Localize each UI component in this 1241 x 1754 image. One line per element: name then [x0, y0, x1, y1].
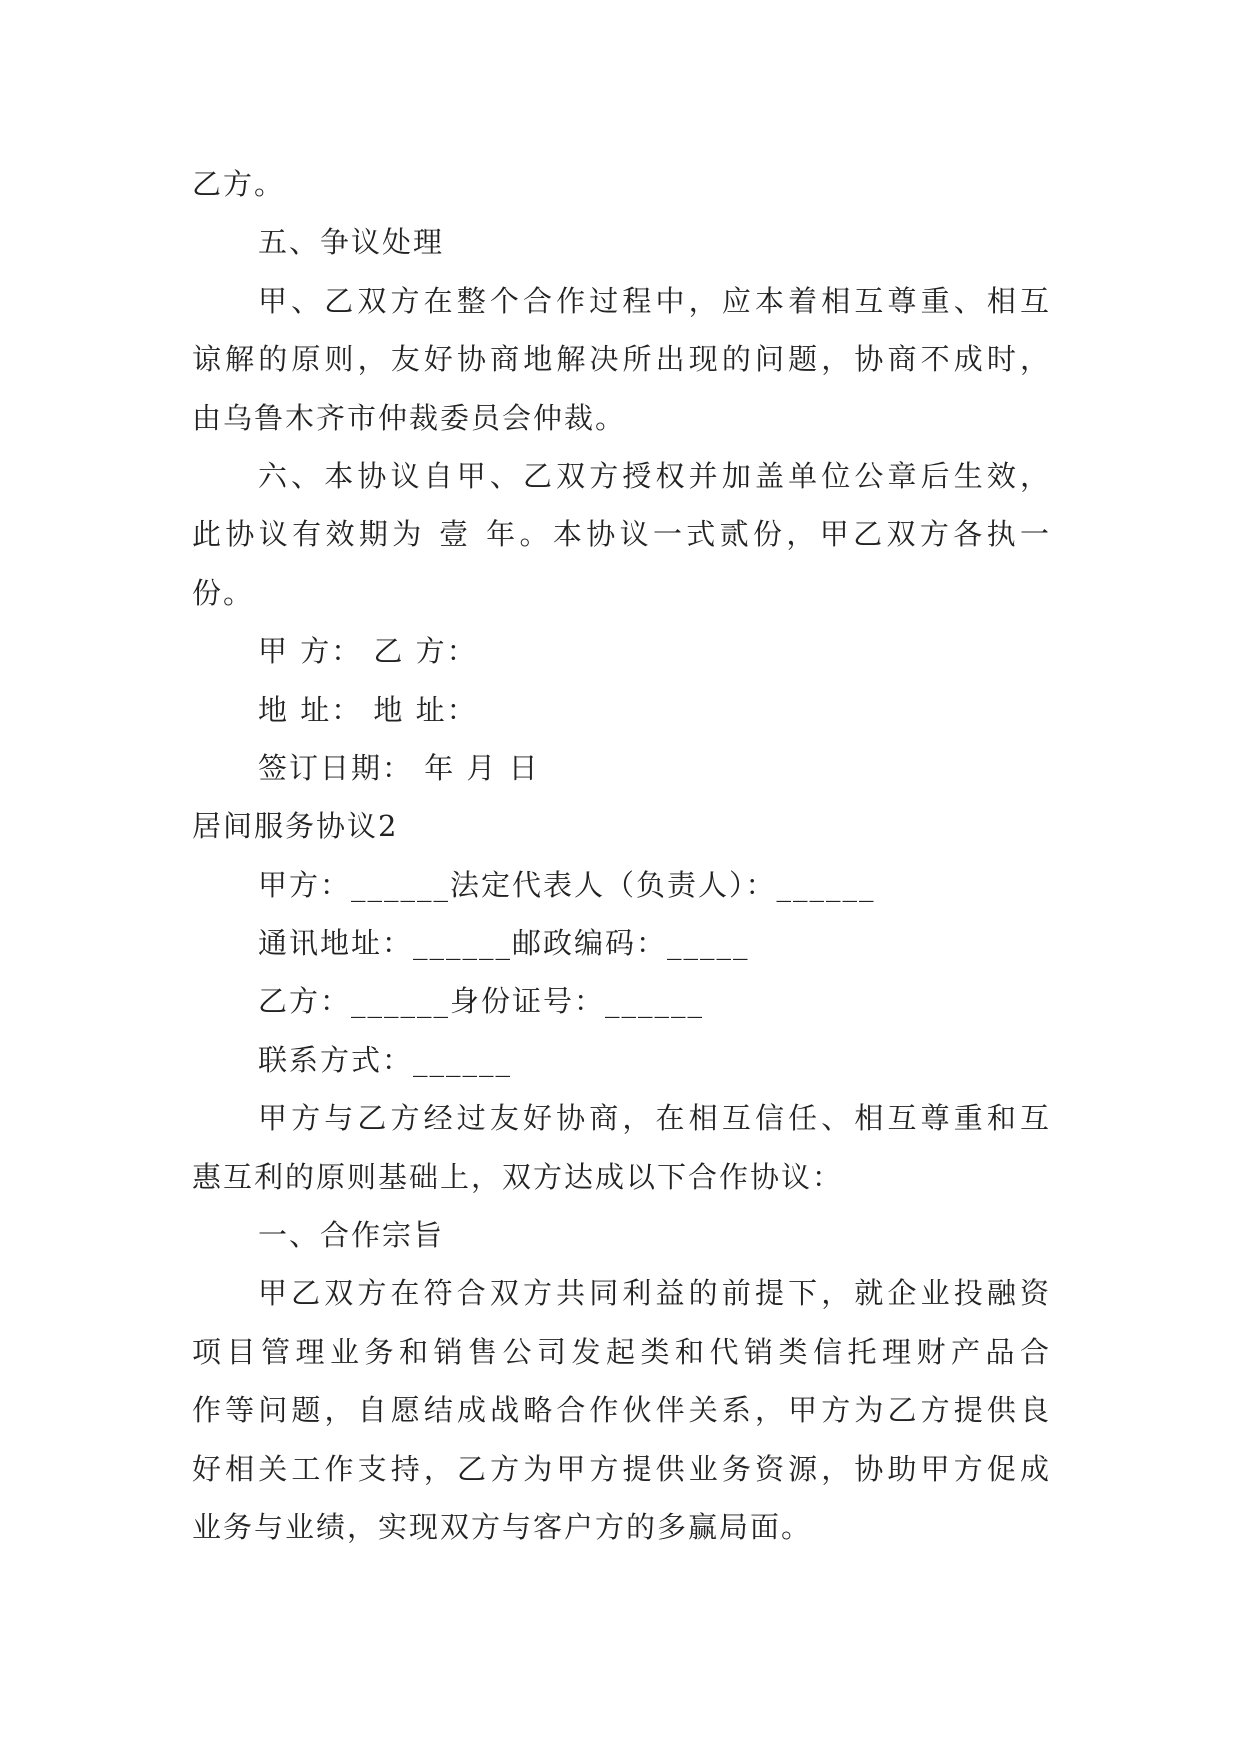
field-address-postcode: [192, 914, 1051, 972]
doc-line: 惠互利的原则基础上，双方达成以下合作协议：: [192, 1159, 844, 1194]
doc-line: 联系方式：______: [258, 1042, 513, 1077]
doc-line: 甲乙双方在符合双方共同利益的前提下，就企业投融资: [258, 1276, 1051, 1311]
doc-line: 项目管理业务和销售公司发起类和代销类信托理财产品合: [192, 1334, 1051, 1369]
section-heading-dispute: [192, 213, 1051, 271]
doc-line: 甲、乙双方在整个合作过程中，应本着相互尊重、相互: [258, 283, 1051, 318]
doc-line: 甲方：______法定代表人（负责人）：______: [258, 867, 876, 902]
doc-line: 作等问题，自愿结成战略合作伙伴关系，甲方为乙方提供良: [192, 1393, 1051, 1428]
field-party-a: [192, 856, 1051, 914]
field-contact: [192, 1031, 1051, 1089]
doc-line: 好相关工作支持，乙方为甲方提供业务资源，协助甲方促成: [192, 1451, 1051, 1486]
doc-line: 份。: [192, 575, 255, 610]
doc-title-line: 居间服务协议2: [192, 809, 399, 844]
doc-line: 甲 方： 乙 方：: [258, 634, 478, 669]
field-party-b: [192, 972, 1051, 1030]
paragraph-dispute: [192, 272, 1051, 447]
section-heading-purpose: [192, 1206, 1051, 1264]
doc-line: 谅解的原则，友好协商地解决所出现的问题，协商不成时，: [192, 342, 1051, 377]
document-body: [192, 155, 1051, 1556]
doc-line: 签订日期： 年 月 日: [258, 750, 540, 785]
doc-line: 甲方与乙方经过友好协商，在相互信任、相互尊重和互: [258, 1101, 1051, 1136]
doc-line: 由乌鲁木齐市仲裁委员会仲裁。: [192, 400, 627, 435]
paragraph-intro: [192, 1089, 1051, 1206]
doc-line: 六、本协议自甲、乙双方授权并加盖单位公章后生效，: [258, 458, 1051, 493]
doc-line: 一、合作宗旨: [258, 1218, 445, 1253]
paragraph-continuation: [192, 155, 1051, 213]
doc-line: 地 址： 地 址：: [258, 692, 478, 727]
doc-line: 此协议有效期为 壹 年。本协议一式贰份，甲乙双方各执一: [192, 517, 1051, 552]
section-title: [192, 797, 1051, 855]
doc-line: 乙方：______身份证号：______: [258, 984, 705, 1019]
signature-address: [192, 681, 1051, 739]
paragraph-effect: [192, 447, 1051, 622]
doc-line: 业务与业绩，实现双方与客户方的多赢局面。: [192, 1509, 813, 1544]
doc-line: 通讯地址：______邮政编码：_____: [258, 926, 750, 961]
doc-line: 乙方。: [192, 167, 286, 201]
signature-parties: [192, 622, 1051, 680]
paragraph-purpose: [192, 1264, 1051, 1556]
signature-date: [192, 739, 1051, 797]
doc-line: 五、争议处理: [258, 225, 445, 260]
